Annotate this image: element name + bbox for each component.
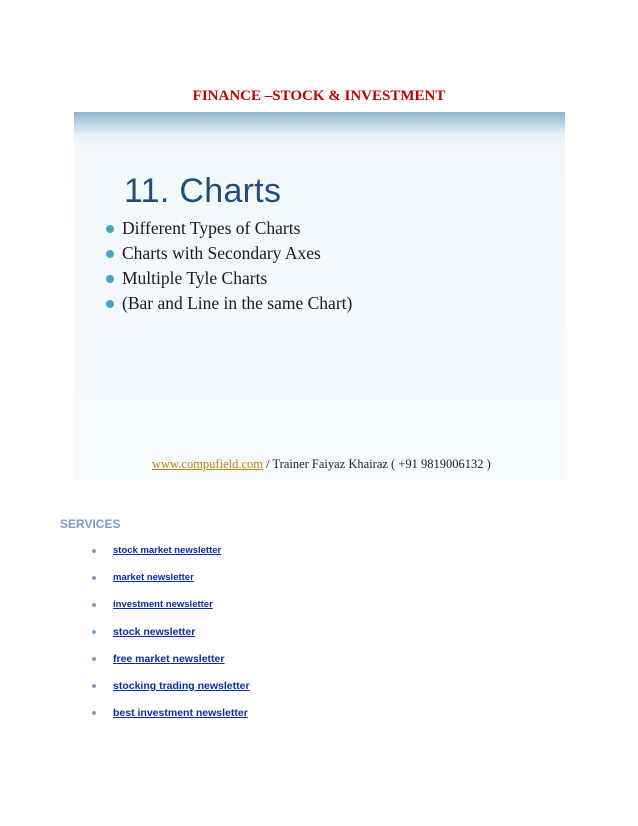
bullet-dot-icon (92, 576, 96, 580)
bullet-dot-icon (106, 300, 114, 308)
service-link[interactable]: stock newsletter (113, 626, 196, 638)
bullet-dot-icon (92, 684, 96, 688)
slide-bullet-list (106, 216, 352, 316)
slide-bullet (106, 266, 352, 291)
service-link[interactable]: stocking trading newsletter (113, 680, 250, 692)
slide-footer-link: www.compufield.com (152, 457, 263, 471)
services-heading: SERVICES (60, 517, 121, 531)
list-item (92, 675, 250, 702)
bullet-dot-icon (106, 250, 114, 258)
list-item (92, 540, 250, 567)
slide-footer (152, 457, 491, 472)
services-list (92, 540, 250, 729)
slide-bullet-text: Multiple Tyle Charts (122, 268, 268, 288)
bullet-dot-icon (92, 603, 96, 607)
service-link[interactable]: investment newsletter (113, 599, 213, 610)
service-link[interactable]: best investment newsletter (113, 707, 248, 719)
service-link[interactable]: free market newsletter (113, 653, 225, 665)
document-title: FINANCE –STOCK & INVESTMENT (192, 88, 446, 104)
list-item (92, 567, 250, 594)
slide-heading: 11. Charts (124, 172, 282, 210)
list-item (92, 702, 250, 729)
bullet-dot-icon (106, 225, 114, 233)
slide-bullet (106, 291, 352, 316)
slide-footer-text: / Trainer Faiyaz Khairaz ( +91 9819006132 ) (262, 457, 491, 471)
service-link[interactable]: stock market newsletter (113, 545, 222, 556)
list-item (92, 648, 250, 675)
slide-bullet-text: Different Types of Charts (122, 218, 301, 238)
list-item (92, 594, 250, 621)
slide-bullet-text: Charts with Secondary Axes (122, 243, 321, 263)
bullet-dot-icon (92, 711, 96, 715)
slide-bullet (106, 241, 352, 266)
bullet-dot-icon (92, 657, 96, 661)
bullet-dot-icon (106, 275, 114, 283)
bullet-dot-icon (92, 630, 96, 634)
slide-bullet-text: (Bar and Line in the same Chart) (122, 293, 353, 313)
service-link[interactable]: market newsletter (113, 572, 194, 583)
slide-image (74, 112, 565, 480)
slide-bullet (106, 216, 352, 241)
list-item (92, 621, 250, 648)
bullet-dot-icon (92, 549, 96, 553)
